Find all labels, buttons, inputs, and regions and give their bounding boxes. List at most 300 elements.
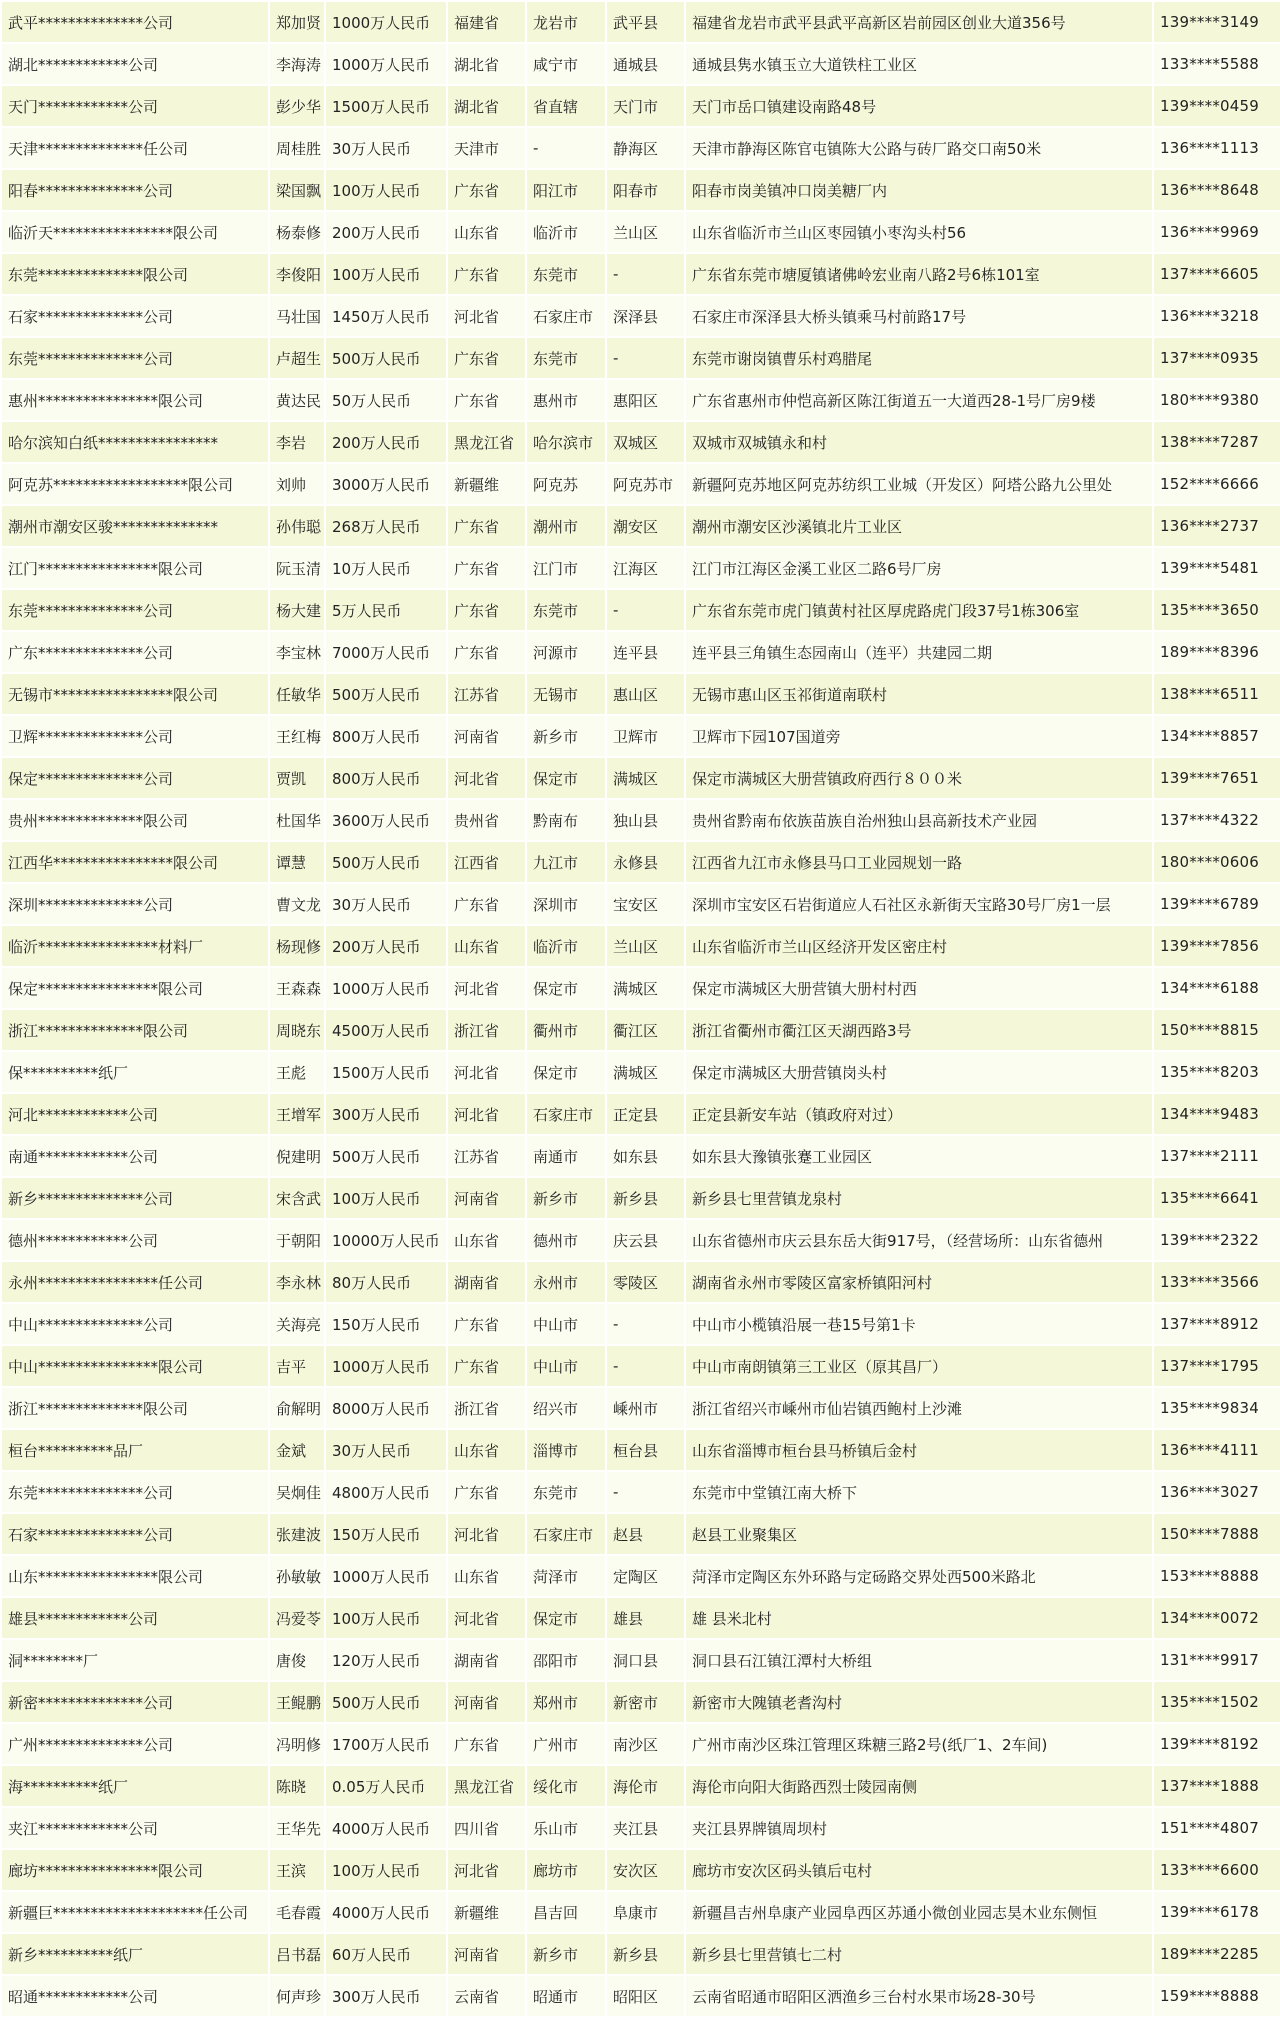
phone-cell: 153****8888 (1153, 1555, 1280, 1597)
contact-person-cell: 杨泰修 (269, 211, 325, 253)
contact-person-cell: 周晓东 (269, 1009, 325, 1051)
company-name-cell: 中山****************限公司 (1, 1345, 269, 1387)
table-row (1, 211, 1280, 253)
contact-person-cell: 李俊阳 (269, 253, 325, 295)
province-cell: 广东省 (447, 883, 526, 925)
address-cell: 菏泽市定陶区东外环路与定砀路交界处西500米路北 (685, 1555, 1153, 1597)
phone-cell: 139****5481 (1153, 547, 1280, 589)
registered-capital-cell: 30万人民币 (325, 883, 447, 925)
district-cell: 满城区 (606, 757, 685, 799)
registered-capital-cell: 30万人民币 (325, 127, 447, 169)
province-cell: 江西省 (447, 841, 526, 883)
district-cell: 赵县 (606, 1513, 685, 1555)
province-cell: 湖北省 (447, 85, 526, 127)
registered-capital-cell: 100万人民币 (325, 1177, 447, 1219)
registered-capital-cell: 100万人民币 (325, 1597, 447, 1639)
province-cell: 湖南省 (447, 1261, 526, 1303)
city-cell: 东莞市 (526, 253, 606, 295)
company-name-cell: 广东**************公司 (1, 631, 269, 673)
contact-person-cell: 张建波 (269, 1513, 325, 1555)
contact-person-cell: 王鲲鹏 (269, 1681, 325, 1723)
address-cell: 山东省临沂市兰山区经济开发区密庄村 (685, 925, 1153, 967)
district-cell: - (606, 337, 685, 379)
phone-cell: 139****7651 (1153, 757, 1280, 799)
contact-person-cell: 王增军 (269, 1093, 325, 1135)
address-cell: 广州市南沙区珠江管理区珠糖三路2号(纸厂1、2车间) (685, 1723, 1153, 1765)
company-name-cell: 东莞**************公司 (1, 1471, 269, 1513)
address-cell: 海伦市向阳大街路西烈士陵园南侧 (685, 1765, 1153, 1807)
contact-person-cell: 刘帅 (269, 463, 325, 505)
company-name-cell: 昭通************公司 (1, 1975, 269, 2017)
company-name-cell: 武平**************公司 (1, 1, 269, 43)
province-cell: 贵州省 (447, 799, 526, 841)
city-cell: 乐山市 (526, 1807, 606, 1849)
city-cell: 保定市 (526, 1051, 606, 1093)
district-cell: 桓台县 (606, 1429, 685, 1471)
registered-capital-cell: 300万人民币 (325, 1093, 447, 1135)
table-row (1, 1303, 1280, 1345)
company-name-cell: 保定**************公司 (1, 757, 269, 799)
province-cell: 河南省 (447, 1933, 526, 1975)
address-cell: 东莞市谢岗镇曹乐村鸡腊尾 (685, 337, 1153, 379)
city-cell: 新乡市 (526, 1933, 606, 1975)
city-cell: 保定市 (526, 967, 606, 1009)
contact-person-cell: 吕书磊 (269, 1933, 325, 1975)
district-cell: 嵊州市 (606, 1387, 685, 1429)
phone-cell: 136****2737 (1153, 505, 1280, 547)
table-row (1, 883, 1280, 925)
registered-capital-cell: 200万人民币 (325, 421, 447, 463)
address-cell: 双城市双城镇永和村 (685, 421, 1153, 463)
city-cell: 南通市 (526, 1135, 606, 1177)
phone-cell: 133****3566 (1153, 1261, 1280, 1303)
contact-person-cell: 梁国飘 (269, 169, 325, 211)
district-cell: 深泽县 (606, 295, 685, 337)
phone-cell: 180****0606 (1153, 841, 1280, 883)
city-cell: 昭通市 (526, 1975, 606, 2017)
province-cell: 山东省 (447, 1555, 526, 1597)
province-cell: 河北省 (447, 1093, 526, 1135)
address-cell: 保定市满城区大册营镇政府西行８００米 (685, 757, 1153, 799)
registered-capital-cell: 150万人民币 (325, 1303, 447, 1345)
city-cell: 邵阳市 (526, 1639, 606, 1681)
district-cell: 阿克苏市 (606, 463, 685, 505)
address-cell: 洞口县石江镇江潭村大桥组 (685, 1639, 1153, 1681)
contact-person-cell: 关海亮 (269, 1303, 325, 1345)
province-cell: 河北省 (447, 1849, 526, 1891)
contact-person-cell: 王滨 (269, 1849, 325, 1891)
table-row (1, 127, 1280, 169)
province-cell: 广东省 (447, 505, 526, 547)
city-cell: 中山市 (526, 1303, 606, 1345)
contact-person-cell: 李宝林 (269, 631, 325, 673)
phone-cell: 133****6600 (1153, 1849, 1280, 1891)
address-cell: 正定县新安车站（镇政府对过） (685, 1093, 1153, 1135)
registered-capital-cell: 1000万人民币 (325, 43, 447, 85)
table-row (1, 1891, 1280, 1933)
registered-capital-cell: 200万人民币 (325, 211, 447, 253)
address-cell: 浙江省衢州市衢江区天湖西路3号 (685, 1009, 1153, 1051)
phone-cell: 137****6605 (1153, 253, 1280, 295)
province-cell: 广东省 (447, 547, 526, 589)
district-cell: 正定县 (606, 1093, 685, 1135)
company-name-cell: 潮州市潮安区骏************** (1, 505, 269, 547)
phone-cell: 138****6511 (1153, 673, 1280, 715)
phone-cell: 180****9380 (1153, 379, 1280, 421)
city-cell: 咸宁市 (526, 43, 606, 85)
registered-capital-cell: 4000万人民币 (325, 1807, 447, 1849)
district-cell: - (606, 1303, 685, 1345)
registered-capital-cell: 3000万人民币 (325, 463, 447, 505)
registered-capital-cell: 1500万人民币 (325, 1051, 447, 1093)
address-cell: 保定市满城区大册营镇岗头村 (685, 1051, 1153, 1093)
city-cell: 永州市 (526, 1261, 606, 1303)
table-row (1, 505, 1280, 547)
contact-person-cell: 孙敏敏 (269, 1555, 325, 1597)
contact-person-cell: 杨现修 (269, 925, 325, 967)
contact-person-cell: 宋含武 (269, 1177, 325, 1219)
province-cell: 天津市 (447, 127, 526, 169)
city-cell: 江门市 (526, 547, 606, 589)
phone-cell: 151****4807 (1153, 1807, 1280, 1849)
company-name-cell: 海**********纸厂 (1, 1765, 269, 1807)
company-name-cell: 天门************公司 (1, 85, 269, 127)
phone-cell: 136****8648 (1153, 169, 1280, 211)
city-cell: 菏泽市 (526, 1555, 606, 1597)
province-cell: 广东省 (447, 631, 526, 673)
table-row (1, 169, 1280, 211)
contact-person-cell: 李永林 (269, 1261, 325, 1303)
phone-cell: 131****9917 (1153, 1639, 1280, 1681)
table-row (1, 1219, 1280, 1261)
district-cell: 洞口县 (606, 1639, 685, 1681)
city-cell: 廊坊市 (526, 1849, 606, 1891)
district-cell: 惠山区 (606, 673, 685, 715)
address-cell: 卫辉市下园107国道旁 (685, 715, 1153, 757)
district-cell: 昭阳区 (606, 1975, 685, 2017)
district-cell: - (606, 1345, 685, 1387)
table-row (1, 841, 1280, 883)
company-name-cell: 浙江**************限公司 (1, 1387, 269, 1429)
table-row (1, 967, 1280, 1009)
contact-person-cell: 阮玉清 (269, 547, 325, 589)
contact-person-cell: 冯爱苓 (269, 1597, 325, 1639)
phone-cell: 136****9969 (1153, 211, 1280, 253)
company-name-cell: 东莞**************公司 (1, 589, 269, 631)
table-row (1, 631, 1280, 673)
phone-cell: 189****2285 (1153, 1933, 1280, 1975)
address-cell: 广东省惠州市仲恺高新区陈江街道五一大道西28-1号厂房9楼 (685, 379, 1153, 421)
company-name-cell: 廊坊****************限公司 (1, 1849, 269, 1891)
table-row (1, 1975, 1280, 2017)
company-name-cell: 石家**************公司 (1, 1513, 269, 1555)
district-cell: 连平县 (606, 631, 685, 673)
table-row (1, 379, 1280, 421)
contact-person-cell: 杜国华 (269, 799, 325, 841)
table-row (1, 1639, 1280, 1681)
registered-capital-cell: 100万人民币 (325, 169, 447, 211)
address-cell: 保定市满城区大册营镇大册村村西 (685, 967, 1153, 1009)
phone-cell: 139****0459 (1153, 85, 1280, 127)
district-cell: 新乡县 (606, 1177, 685, 1219)
company-name-cell: 南通************公司 (1, 1135, 269, 1177)
province-cell: 江苏省 (447, 1135, 526, 1177)
registered-capital-cell: 80万人民币 (325, 1261, 447, 1303)
phone-cell: 135****1502 (1153, 1681, 1280, 1723)
contact-person-cell: 周桂胜 (269, 127, 325, 169)
company-name-cell: 夹江************公司 (1, 1807, 269, 1849)
city-cell: 省直辖 (526, 85, 606, 127)
phone-cell: 139****2322 (1153, 1219, 1280, 1261)
registered-capital-cell: 1000万人民币 (325, 1, 447, 43)
address-cell: 潮州市潮安区沙溪镇北片工业区 (685, 505, 1153, 547)
city-cell: 阳江市 (526, 169, 606, 211)
registered-capital-cell: 500万人民币 (325, 337, 447, 379)
contact-person-cell: 王华先 (269, 1807, 325, 1849)
table-row (1, 1807, 1280, 1849)
city-cell: 东莞市 (526, 1471, 606, 1513)
company-name-cell: 保定****************限公司 (1, 967, 269, 1009)
address-cell: 东莞市中堂镇江南大桥下 (685, 1471, 1153, 1513)
contact-person-cell: 谭慧 (269, 841, 325, 883)
company-name-cell: 江西华****************限公司 (1, 841, 269, 883)
phone-cell: 137****0935 (1153, 337, 1280, 379)
registered-capital-cell: 1000万人民币 (325, 967, 447, 1009)
contact-person-cell: 郑加贤 (269, 1, 325, 43)
province-cell: 河南省 (447, 1177, 526, 1219)
district-cell: 惠阳区 (606, 379, 685, 421)
contact-person-cell: 贾凯 (269, 757, 325, 799)
phone-cell: 134****8857 (1153, 715, 1280, 757)
phone-cell: 136****3027 (1153, 1471, 1280, 1513)
company-name-cell: 浙江**************限公司 (1, 1009, 269, 1051)
company-name-cell: 洞********厂 (1, 1639, 269, 1681)
table-row (1, 1177, 1280, 1219)
table-row (1, 1513, 1280, 1555)
registered-capital-cell: 4000万人民币 (325, 1891, 447, 1933)
address-cell: 山东省淄博市桓台县马桥镇后金村 (685, 1429, 1153, 1471)
city-cell: 昌吉回 (526, 1891, 606, 1933)
table-row (1, 547, 1280, 589)
registered-capital-cell: 1000万人民币 (325, 1555, 447, 1597)
city-cell: 淄博市 (526, 1429, 606, 1471)
province-cell: 广东省 (447, 1303, 526, 1345)
province-cell: 四川省 (447, 1807, 526, 1849)
contact-person-cell: 吉平 (269, 1345, 325, 1387)
phone-cell: 135****3650 (1153, 589, 1280, 631)
address-cell: 通城县隽水镇玉立大道铁柱工业区 (685, 43, 1153, 85)
district-cell: - (606, 1471, 685, 1513)
table-row (1, 799, 1280, 841)
phone-cell: 137****2111 (1153, 1135, 1280, 1177)
district-cell: 海伦市 (606, 1765, 685, 1807)
phone-cell: 138****7287 (1153, 421, 1280, 463)
district-cell: 宝安区 (606, 883, 685, 925)
company-name-cell: 中山**************公司 (1, 1303, 269, 1345)
company-name-cell: 惠州****************限公司 (1, 379, 269, 421)
registered-capital-cell: 30万人民币 (325, 1429, 447, 1471)
address-cell: 廊坊市安次区码头镇后屯村 (685, 1849, 1153, 1891)
table-row (1, 1387, 1280, 1429)
table-row (1, 589, 1280, 631)
company-name-cell: 雄县************公司 (1, 1597, 269, 1639)
district-cell: 庆云县 (606, 1219, 685, 1261)
phone-cell: 137****8912 (1153, 1303, 1280, 1345)
table-row (1, 1261, 1280, 1303)
address-cell: 江门市江海区金溪工业区二路6号厂房 (685, 547, 1153, 589)
table-body (1, 1, 1280, 2017)
province-cell: 湖北省 (447, 43, 526, 85)
table-row (1, 421, 1280, 463)
province-cell: 黑龙江省 (447, 1765, 526, 1807)
phone-cell: 150****8815 (1153, 1009, 1280, 1051)
contact-person-cell: 毛春霞 (269, 1891, 325, 1933)
province-cell: 河南省 (447, 1681, 526, 1723)
phone-cell: 189****8396 (1153, 631, 1280, 673)
address-cell: 天门市岳口镇建设南路48号 (685, 85, 1153, 127)
table-row (1, 1009, 1280, 1051)
city-cell: 石家庄市 (526, 1093, 606, 1135)
company-name-cell: 湖北************公司 (1, 43, 269, 85)
province-cell: 河北省 (447, 1513, 526, 1555)
contact-person-cell: 王森森 (269, 967, 325, 1009)
company-name-cell: 临沂****************材料厂 (1, 925, 269, 967)
city-cell: 潮州市 (526, 505, 606, 547)
address-cell: 广东省东莞市虎门镇黄村社区厚虎路虎门段37号1栋306室 (685, 589, 1153, 631)
province-cell: 河北省 (447, 967, 526, 1009)
city-cell: 衢州市 (526, 1009, 606, 1051)
table-row (1, 1051, 1280, 1093)
district-cell: - (606, 589, 685, 631)
table-row (1, 1555, 1280, 1597)
city-cell: - (526, 127, 606, 169)
province-cell: 河北省 (447, 295, 526, 337)
city-cell: 阿克苏 (526, 463, 606, 505)
address-cell: 云南省昭通市昭阳区洒渔乡三台村水果市场28-30号 (685, 1975, 1153, 2017)
table-row (1, 1681, 1280, 1723)
registered-capital-cell: 4500万人民币 (325, 1009, 447, 1051)
table-row (1, 1471, 1280, 1513)
phone-cell: 137****1888 (1153, 1765, 1280, 1807)
company-name-cell: 无锡市****************限公司 (1, 673, 269, 715)
district-cell: 如东县 (606, 1135, 685, 1177)
company-name-cell: 河北************公司 (1, 1093, 269, 1135)
district-cell: 满城区 (606, 1051, 685, 1093)
district-cell: 静海区 (606, 127, 685, 169)
contact-person-cell: 金斌 (269, 1429, 325, 1471)
company-name-cell: 桓台**********品厂 (1, 1429, 269, 1471)
registered-capital-cell: 10000万人民币 (325, 1219, 447, 1261)
table-row (1, 1135, 1280, 1177)
company-name-cell: 贵州**************限公司 (1, 799, 269, 841)
company-name-cell: 新乡**********纸厂 (1, 1933, 269, 1975)
phone-cell: 136****4111 (1153, 1429, 1280, 1471)
province-cell: 江苏省 (447, 673, 526, 715)
contact-person-cell: 李岩 (269, 421, 325, 463)
registered-capital-cell: 3600万人民币 (325, 799, 447, 841)
district-cell: 永修县 (606, 841, 685, 883)
city-cell: 惠州市 (526, 379, 606, 421)
phone-cell: 134****6188 (1153, 967, 1280, 1009)
registered-capital-cell: 1000万人民币 (325, 1345, 447, 1387)
contact-person-cell: 吴炯佳 (269, 1471, 325, 1513)
company-name-cell: 永州****************任公司 (1, 1261, 269, 1303)
table-row (1, 757, 1280, 799)
address-cell: 新密市大隗镇老耆沟村 (685, 1681, 1153, 1723)
company-name-cell: 石家**************公司 (1, 295, 269, 337)
address-cell: 阳春市岗美镇冲口岗美糖厂内 (685, 169, 1153, 211)
district-cell: 独山县 (606, 799, 685, 841)
company-name-cell: 东莞**************限公司 (1, 253, 269, 295)
city-cell: 保定市 (526, 1597, 606, 1639)
contact-person-cell: 卢超生 (269, 337, 325, 379)
contact-person-cell: 彭少华 (269, 85, 325, 127)
province-cell: 云南省 (447, 1975, 526, 2017)
province-cell: 湖南省 (447, 1639, 526, 1681)
contact-person-cell: 陈晓 (269, 1765, 325, 1807)
phone-cell: 139****6789 (1153, 883, 1280, 925)
province-cell: 河北省 (447, 1597, 526, 1639)
city-cell: 绍兴市 (526, 1387, 606, 1429)
city-cell: 石家庄市 (526, 295, 606, 337)
address-cell: 福建省龙岩市武平县武平高新区岩前园区创业大道356号 (685, 1, 1153, 43)
province-cell: 新疆维 (447, 1891, 526, 1933)
city-cell: 九江市 (526, 841, 606, 883)
district-cell: 阜康市 (606, 1891, 685, 1933)
registered-capital-cell: 1700万人民币 (325, 1723, 447, 1765)
city-cell: 东莞市 (526, 337, 606, 379)
address-cell: 夹江县界牌镇周坝村 (685, 1807, 1153, 1849)
district-cell: 衢江区 (606, 1009, 685, 1051)
phone-cell: 136****3218 (1153, 295, 1280, 337)
city-cell: 德州市 (526, 1219, 606, 1261)
company-name-cell: 新密**************公司 (1, 1681, 269, 1723)
address-cell: 连平县三角镇生态园南山（连平）共建园二期 (685, 631, 1153, 673)
province-cell: 山东省 (447, 1219, 526, 1261)
table-row (1, 253, 1280, 295)
district-cell: 南沙区 (606, 1723, 685, 1765)
registered-capital-cell: 200万人民币 (325, 925, 447, 967)
address-cell: 深圳市宝安区石岩街道应人石社区永新街天宝路30号厂房1一层 (685, 883, 1153, 925)
contact-person-cell: 冯明修 (269, 1723, 325, 1765)
phone-cell: 137****1795 (1153, 1345, 1280, 1387)
table-row (1, 1093, 1280, 1135)
registered-capital-cell: 500万人民币 (325, 673, 447, 715)
city-cell: 新乡市 (526, 715, 606, 757)
province-cell: 新疆维 (447, 463, 526, 505)
company-name-cell: 阿克苏******************限公司 (1, 463, 269, 505)
phone-cell: 139****8192 (1153, 1723, 1280, 1765)
phone-cell: 133****5588 (1153, 43, 1280, 85)
address-cell: 江西省九江市永修县马口工业园规划一路 (685, 841, 1153, 883)
address-cell: 浙江省绍兴市嵊州市仙岩镇西鲍村上沙滩 (685, 1387, 1153, 1429)
phone-cell: 150****7888 (1153, 1513, 1280, 1555)
city-cell: 保定市 (526, 757, 606, 799)
phone-cell: 139****7856 (1153, 925, 1280, 967)
table-row (1, 1345, 1280, 1387)
phone-cell: 139****3149 (1153, 1, 1280, 43)
city-cell: 广州市 (526, 1723, 606, 1765)
address-cell: 新疆阿克苏地区阿克苏纺织工业城（开发区）阿塔公路九公里处 (685, 463, 1153, 505)
phone-cell: 135****8203 (1153, 1051, 1280, 1093)
company-name-cell: 卫辉**************公司 (1, 715, 269, 757)
table-row (1, 1429, 1280, 1471)
city-cell: 中山市 (526, 1345, 606, 1387)
city-cell: 绥化市 (526, 1765, 606, 1807)
address-cell: 赵县工业聚集区 (685, 1513, 1153, 1555)
address-cell: 中山市南朗镇第三工业区（原其昌厂） (685, 1345, 1153, 1387)
company-name-cell: 新疆巨********************任公司 (1, 1891, 269, 1933)
